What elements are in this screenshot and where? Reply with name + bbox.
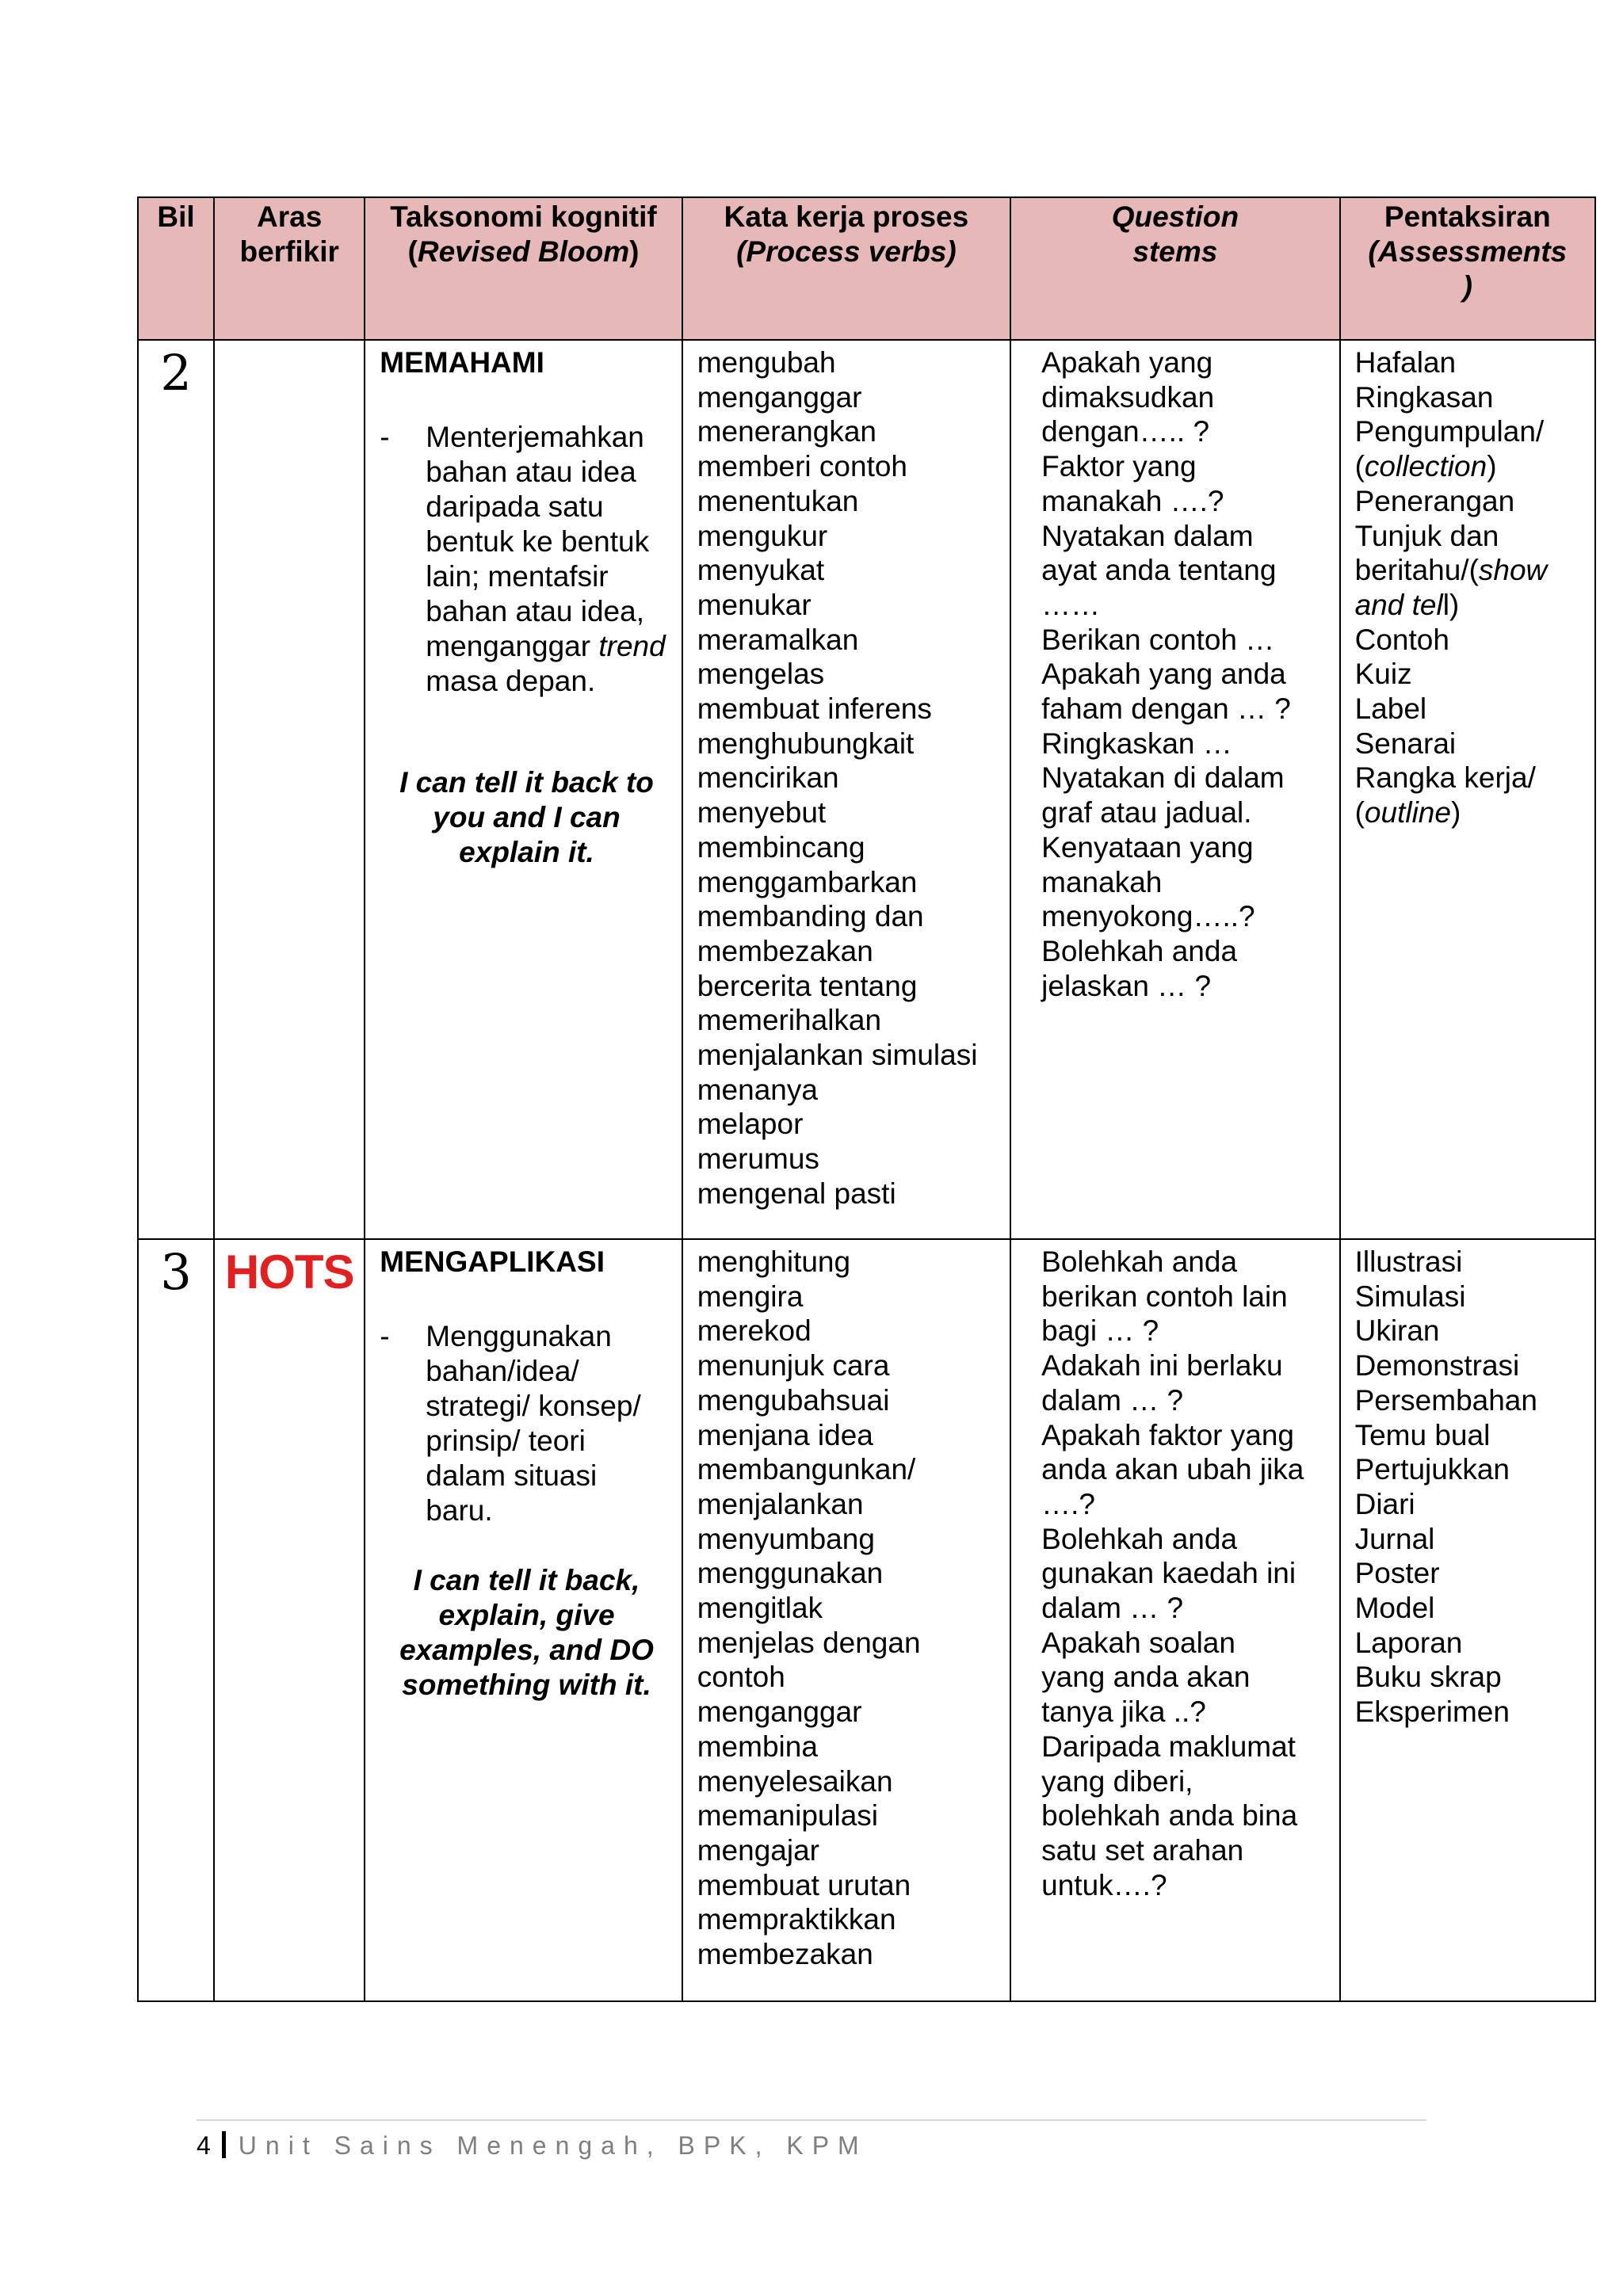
list-item: Penerangan	[1354, 484, 1515, 517]
list-item: menggunakan	[697, 1557, 884, 1590]
list-item: Apakah soalan	[1041, 1626, 1235, 1659]
list-item: memanipulasi	[697, 1799, 878, 1833]
bil-cell	[138, 1239, 214, 2001]
header-kata-kerja-proses: Kata kerja proses (Process verbs)	[682, 197, 1010, 340]
list-item: bercerita tentang	[697, 969, 918, 1002]
list-item: Kenyataan yang	[1041, 830, 1254, 864]
list-item: Berikan contoh …	[1041, 623, 1275, 656]
process-verbs-cell	[682, 1239, 1010, 2001]
list-item: ayat anda tentang	[1041, 554, 1277, 587]
list-item: meramalkan	[697, 623, 859, 656]
list-item: bagi … ?	[1041, 1314, 1159, 1348]
list-item: Adakah ini berlaku	[1041, 1349, 1283, 1383]
list-item: membangunkan/	[697, 1453, 916, 1486]
list-item: menjalankan	[697, 1487, 864, 1520]
list-item: Buku skrap	[1354, 1661, 1502, 1694]
list-item: membuat inferens	[697, 692, 932, 726]
bil-number: 3	[160, 1243, 192, 1301]
assessments-cell	[1340, 340, 1595, 1239]
process-verbs-cell	[682, 340, 1010, 1239]
list-item: Laporan	[1354, 1626, 1463, 1659]
footer-divider	[197, 2119, 1426, 2121]
footer-separator	[222, 2131, 226, 2158]
list-item: Pengumpulan/	[1354, 415, 1545, 448]
list-item: Simulasi	[1354, 1280, 1466, 1313]
list-item: Apakah faktor yang	[1041, 1418, 1294, 1451]
list-item: (outline)	[1354, 796, 1461, 830]
list-item: ……	[1041, 588, 1101, 621]
taxonomy-title: MEMAHAMI	[380, 346, 544, 379]
list-item: jelaskan … ?	[1041, 969, 1212, 1002]
header-pentaksiran: Pentaksiran (Assessments )	[1340, 197, 1595, 340]
list-item: Senarai	[1354, 727, 1457, 760]
list-item: merekod	[697, 1314, 812, 1348]
table-row-memahami	[138, 340, 1595, 1239]
list-item: and tell)	[1354, 588, 1460, 621]
list-item: memerihalkan	[697, 1004, 882, 1037]
list-item: merumus	[697, 1142, 819, 1176]
list-item: menyumbang	[697, 1522, 875, 1555]
aras-cell	[214, 1239, 365, 2001]
list-item: Rangka kerja/	[1354, 761, 1536, 795]
header-taksonomi-kognitif: Taksonomi kognitif (Revised Bloom)	[365, 197, 682, 340]
page-number: 4	[197, 2131, 211, 2160]
list-item: manakah	[1041, 865, 1163, 898]
taksonomi-cell	[365, 1239, 682, 2001]
table-row-mengaplikasi	[138, 1239, 1595, 2001]
list-item: Tunjuk dan	[1354, 519, 1499, 552]
list-item: tanya jika ..?	[1041, 1695, 1206, 1729]
list-item: anda akan ubah jika	[1041, 1453, 1304, 1486]
list-item: Temu bual	[1354, 1418, 1491, 1451]
hots-label: HOTS	[224, 1245, 354, 1299]
taxonomy-title: MENGAPLIKASI	[380, 1245, 605, 1278]
assessments-cell	[1340, 1239, 1595, 2001]
list-item: menghubungkait	[697, 727, 915, 760]
list-item: Nyatakan di dalam	[1041, 761, 1285, 795]
list-item: Eksperimen	[1354, 1695, 1510, 1729]
list-item: menanya	[697, 1073, 818, 1106]
header-bil: Bil	[138, 197, 214, 340]
list-item: (collection)	[1354, 450, 1497, 483]
list-item: untuk….?	[1041, 1868, 1167, 1901]
list-item: melapor	[697, 1108, 804, 1141]
list-item: menganggar	[697, 1695, 862, 1729]
list-item: Demonstrasi	[1354, 1349, 1520, 1383]
list-item: mempraktikkan	[697, 1903, 896, 1936]
list-item: menggambarkan	[697, 865, 918, 898]
list-item: mengenal pasti	[697, 1177, 896, 1210]
list-item: ….?	[1041, 1487, 1096, 1520]
list-item: membezakan	[697, 1938, 873, 1971]
list-item: mengukur	[697, 519, 828, 552]
list-item: menjana idea	[697, 1418, 873, 1451]
list-item: menyukat	[697, 554, 825, 587]
list-item: Bolehkah anda	[1041, 1245, 1238, 1278]
list-item: Diari	[1354, 1487, 1415, 1520]
list-item: beritahu/(show	[1354, 554, 1548, 587]
list-item: Ringkaskan …	[1041, 727, 1232, 760]
list-item: membanding dan	[697, 900, 924, 933]
list-item: Ringkasan	[1354, 380, 1494, 414]
list-item: mengubahsuai	[697, 1383, 890, 1417]
header-aras-berfikir: Aras berfikir	[214, 197, 365, 340]
list-item: Hafalan	[1354, 346, 1457, 379]
taxonomy-motto: I can tell it back, explain, give examples, and DO something with it.	[399, 1564, 654, 1701]
list-item: Model	[1354, 1592, 1435, 1625]
list-item: mengubah	[697, 346, 836, 379]
list-item: dengan….. ?	[1041, 415, 1210, 448]
question-stems-cell	[1010, 1239, 1339, 2001]
question-stems-cell	[1010, 340, 1339, 1239]
list-item: menukar	[697, 588, 812, 621]
list-item: graf atau jadual.	[1041, 796, 1252, 830]
list-item: gunakan kaedah ini	[1041, 1557, 1296, 1590]
list-item: membezakan	[697, 934, 873, 967]
list-item: Illustrasi	[1354, 1245, 1463, 1278]
taksonomi-cell	[365, 340, 682, 1239]
bloom-taxonomy-table	[137, 196, 1596, 2002]
list-item: Contoh	[1354, 623, 1449, 656]
bil-number: 2	[160, 344, 192, 402]
list-item: contoh	[697, 1661, 785, 1694]
aras-label	[215, 341, 364, 345]
list-item: menentukan	[697, 484, 859, 517]
list-item: memberi contoh	[697, 450, 908, 483]
taxonomy-description: - Menggunakan bahan/idea/ strategi/ konsep/ prinsip/ teori dalam situasi baru.	[380, 1320, 641, 1527]
header-question-stems: Question stems	[1010, 197, 1339, 340]
list-item: dalam … ?	[1041, 1383, 1184, 1417]
taxonomy-motto: I can tell it back to you and I can explain it.	[399, 766, 654, 868]
list-item: satu set arahan	[1041, 1833, 1244, 1867]
list-item: mengira	[697, 1280, 804, 1313]
list-item: berikan contoh lain	[1041, 1280, 1288, 1313]
list-item: manakah ….?	[1041, 484, 1224, 517]
list-item: membuat urutan	[697, 1868, 911, 1901]
list-item: menjelas dengan	[697, 1626, 921, 1659]
list-item: Bolehkah anda	[1041, 934, 1238, 967]
list-item: menyokong…..?	[1041, 900, 1255, 933]
bil-cell	[138, 340, 214, 1239]
list-item: mengelas	[697, 658, 825, 691]
list-item: Label	[1354, 692, 1427, 726]
list-item: Pertujukkan	[1354, 1453, 1510, 1486]
list-item: Bolehkah anda	[1041, 1522, 1238, 1555]
list-item: Jurnal	[1354, 1522, 1435, 1555]
footer-unit: Unit Sains Menengah, BPK, KPM	[238, 2131, 868, 2160]
list-item: Nyatakan dalam	[1041, 519, 1254, 552]
list-item: bolehkah anda bina	[1041, 1799, 1298, 1833]
page-footer	[197, 2130, 868, 2161]
list-item: dalam … ?	[1041, 1592, 1184, 1625]
aras-cell	[214, 340, 365, 1239]
list-item: Poster	[1354, 1557, 1440, 1590]
table-header-row	[138, 197, 1595, 340]
list-item: faham dengan … ?	[1041, 692, 1291, 726]
list-item: Apakah yang anda	[1041, 658, 1286, 691]
list-item: Persembahan	[1354, 1383, 1537, 1417]
list-item: Ukiran	[1354, 1314, 1440, 1348]
list-item: mengajar	[697, 1833, 819, 1867]
list-item: dimaksudkan	[1041, 380, 1215, 414]
list-item: mengitlak	[697, 1592, 823, 1625]
list-item: membincang	[697, 830, 865, 864]
list-item: menjalankan simulasi	[697, 1039, 978, 1072]
list-item: mencirikan	[697, 761, 839, 795]
list-item: Kuiz	[1354, 658, 1412, 691]
list-item: yang anda akan	[1041, 1661, 1251, 1694]
list-item: Daripada maklumat	[1041, 1730, 1296, 1763]
list-item: Faktor yang	[1041, 450, 1197, 483]
list-item: menyelesaikan	[697, 1764, 893, 1798]
list-item: menghitung	[697, 1245, 851, 1278]
list-item: menyebut	[697, 796, 827, 830]
list-item: yang diberi,	[1041, 1764, 1193, 1798]
taxonomy-description: - Menterjemahkan bahan atau idea daripada satu bentuk ke bentuk lain; mentafsir bahan atau idea, menganggar trend masa depan.	[380, 421, 666, 697]
list-item: Apakah yang	[1041, 346, 1213, 379]
list-item: menunjuk cara	[697, 1349, 890, 1383]
list-item: menganggar	[697, 380, 862, 414]
list-item: membina	[697, 1730, 818, 1763]
list-item: menerangkan	[697, 415, 876, 448]
